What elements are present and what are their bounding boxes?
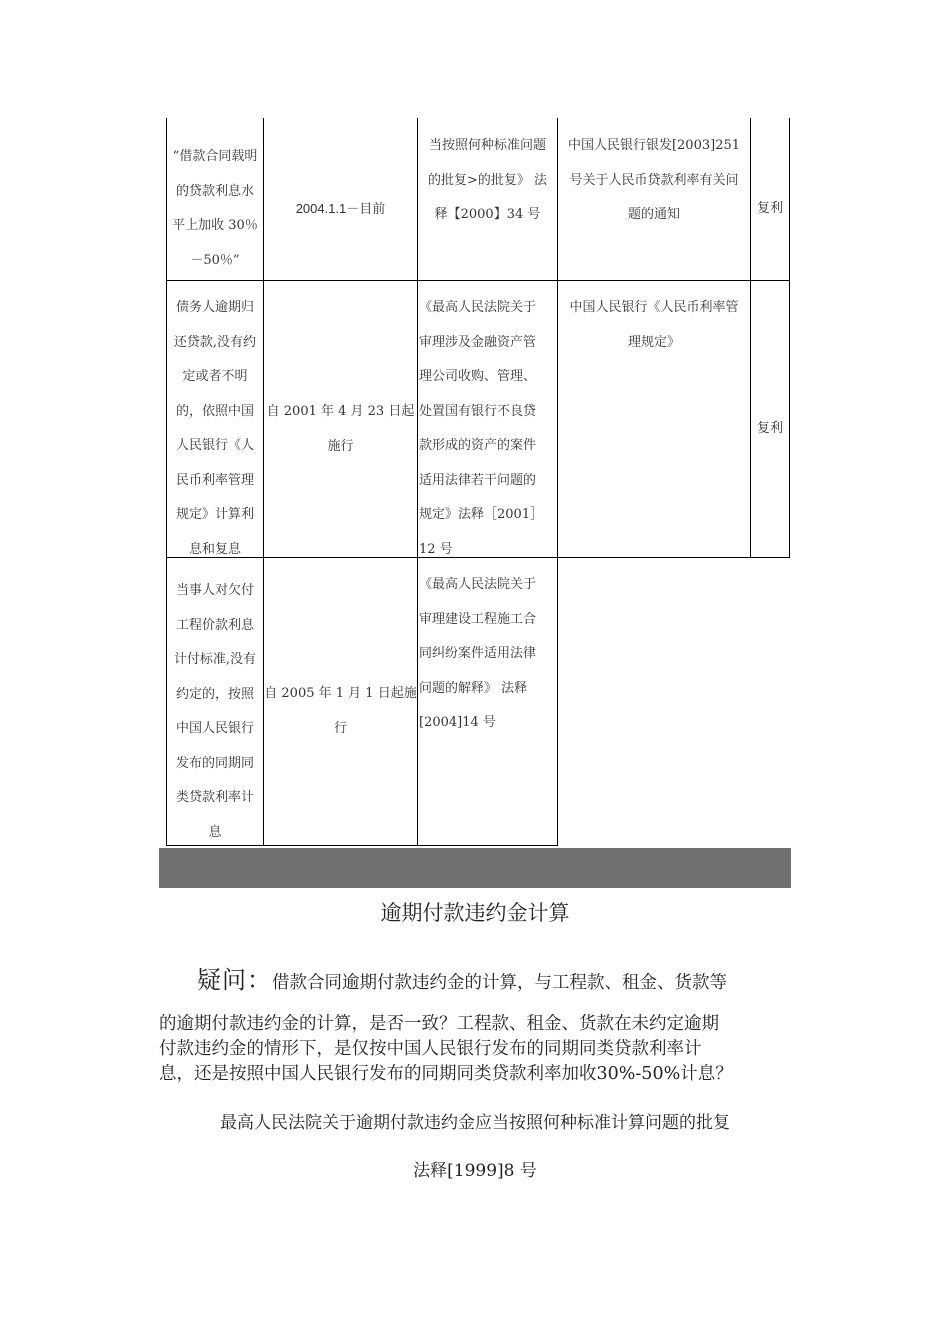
row1-item-cell bbox=[167, 140, 263, 278]
cell-line: 复利 bbox=[756, 421, 783, 436]
cell-line: 释【2000】34 号 bbox=[434, 207, 541, 222]
row2-pboc-cell bbox=[558, 291, 750, 360]
question-line-2: 的逾期付款违约金的计算，是否一致？工程款、租金、货款在未约定逾期 bbox=[159, 1014, 719, 1034]
cell-line: 适用法律若干问题的 bbox=[419, 472, 537, 488]
table-hline bbox=[166, 280, 790, 281]
table-vline bbox=[417, 280, 418, 558]
reply-title: 最高人民法院关于逾期付款违约金应当按照何种标准计算问题的批复 bbox=[220, 1113, 730, 1133]
reply-number: 法释[1999]8 号 bbox=[413, 1161, 537, 1181]
cell-line: 规定》计算利 bbox=[175, 507, 254, 522]
row1-method-cell bbox=[751, 192, 789, 227]
cell-line: 问题的解释》 法释 bbox=[419, 680, 528, 696]
section-divider-band bbox=[159, 848, 791, 888]
table-vline bbox=[789, 280, 790, 558]
cell-line: 《最高人民法院关于 bbox=[419, 300, 537, 315]
cell-line: 工程价款利息 bbox=[175, 617, 254, 633]
cell-line: 行 bbox=[333, 720, 347, 736]
question-label: 疑问： bbox=[197, 966, 272, 994]
cell-line: 款形成的资产的案件 bbox=[419, 438, 537, 453]
cell-line: 施行 bbox=[327, 438, 354, 454]
row1-pboc-cell bbox=[558, 129, 750, 233]
cell-line: 民币利率管理 bbox=[175, 472, 254, 488]
cell-line: 息 bbox=[208, 824, 222, 840]
cell-line: 类贷款利率计 bbox=[175, 790, 254, 805]
cell-line: 处置国有银行不良贷 bbox=[419, 403, 537, 419]
cell-line: “借款合同载明 bbox=[172, 149, 258, 164]
cell-line: 发布的同期同 bbox=[175, 755, 254, 771]
cell-line: 审理涉及金融资产管 bbox=[419, 334, 537, 350]
cell-line: 的，依照中国 bbox=[175, 403, 254, 419]
cell-line: 债务人逾期归 bbox=[175, 300, 254, 315]
table-vline bbox=[417, 557, 418, 846]
cell-line: 2004.1.1－目前 bbox=[295, 201, 386, 216]
cell-line: 当事人对欠付 bbox=[175, 583, 254, 598]
cell-line: 定或者不明 bbox=[182, 369, 248, 384]
row1-basis-cell bbox=[418, 129, 557, 233]
cell-line: 同纠纷案件适用法律 bbox=[419, 646, 537, 661]
cell-line: 理公司收购、管理、 bbox=[419, 369, 537, 384]
cell-line: 的批复>的批复》 法 bbox=[427, 172, 548, 188]
cell-line: 当按照何种标准问题 bbox=[428, 138, 546, 153]
cell-line: [2004]14 号 bbox=[419, 715, 496, 730]
row3-item-cell bbox=[167, 574, 263, 850]
row1-time-cell bbox=[264, 192, 417, 227]
cell-line: 中国人民银行 bbox=[175, 721, 254, 736]
row2-method-cell bbox=[751, 412, 789, 447]
row3-basis-cell bbox=[419, 568, 557, 741]
question-line-1 bbox=[159, 966, 791, 998]
cell-line: 题的通知 bbox=[627, 207, 680, 222]
cell-line: 号关于人民币贷款利率有关问 bbox=[569, 172, 739, 188]
question-text-1: 借款合同逾期付款违约金的计算，与工程款、租金、货款等 bbox=[272, 973, 727, 993]
cell-line: 规定》法释［2001］ bbox=[419, 507, 544, 522]
cell-line: 中国人民银行《人民币利率管 bbox=[569, 300, 739, 315]
question-line-4: 息，还是按照中国人民银行发布的同期同类贷款利率加收30%-50%计息？ bbox=[159, 1064, 733, 1084]
cell-line: 复利 bbox=[756, 201, 783, 216]
cell-line: －50％” bbox=[190, 252, 240, 268]
cell-line: 息和复息 bbox=[188, 541, 241, 557]
cell-line: 平上加收 30％ bbox=[172, 218, 258, 233]
cell-line: 约定的，按照 bbox=[175, 686, 254, 702]
table-vline bbox=[789, 118, 790, 280]
row2-time-cell bbox=[264, 395, 417, 464]
cell-line: 审理建设工程施工合 bbox=[419, 611, 537, 627]
cell-line: 中国人民银行银发[2003]251 bbox=[567, 138, 741, 153]
row3-time-cell bbox=[264, 677, 417, 746]
cell-line: 《最高人民法院关于 bbox=[419, 577, 537, 592]
cell-line: 计付标准,没有 bbox=[173, 652, 257, 667]
cell-line: 还贷款,没有约 bbox=[173, 334, 257, 350]
cell-line: 自 2001 年 4 月 23 日起 bbox=[266, 404, 415, 419]
cell-line: 理规定》 bbox=[627, 334, 680, 350]
row2-basis-cell bbox=[419, 291, 557, 567]
row2-item-cell bbox=[167, 291, 263, 567]
cell-line: 人民银行《人 bbox=[175, 438, 254, 453]
cell-line: 自 2005 年 1 月 1 日起施 bbox=[264, 686, 417, 701]
cell-line: 的贷款利息水 bbox=[175, 183, 254, 199]
table-vline bbox=[557, 557, 558, 846]
section-title: 逾期付款违约金计算 bbox=[380, 901, 570, 925]
cell-line: 12 号 bbox=[419, 541, 453, 557]
question-line-3: 付款违约金的情形下，是仅按中国人民银行发布的同期同类贷款利率计 bbox=[159, 1039, 702, 1059]
